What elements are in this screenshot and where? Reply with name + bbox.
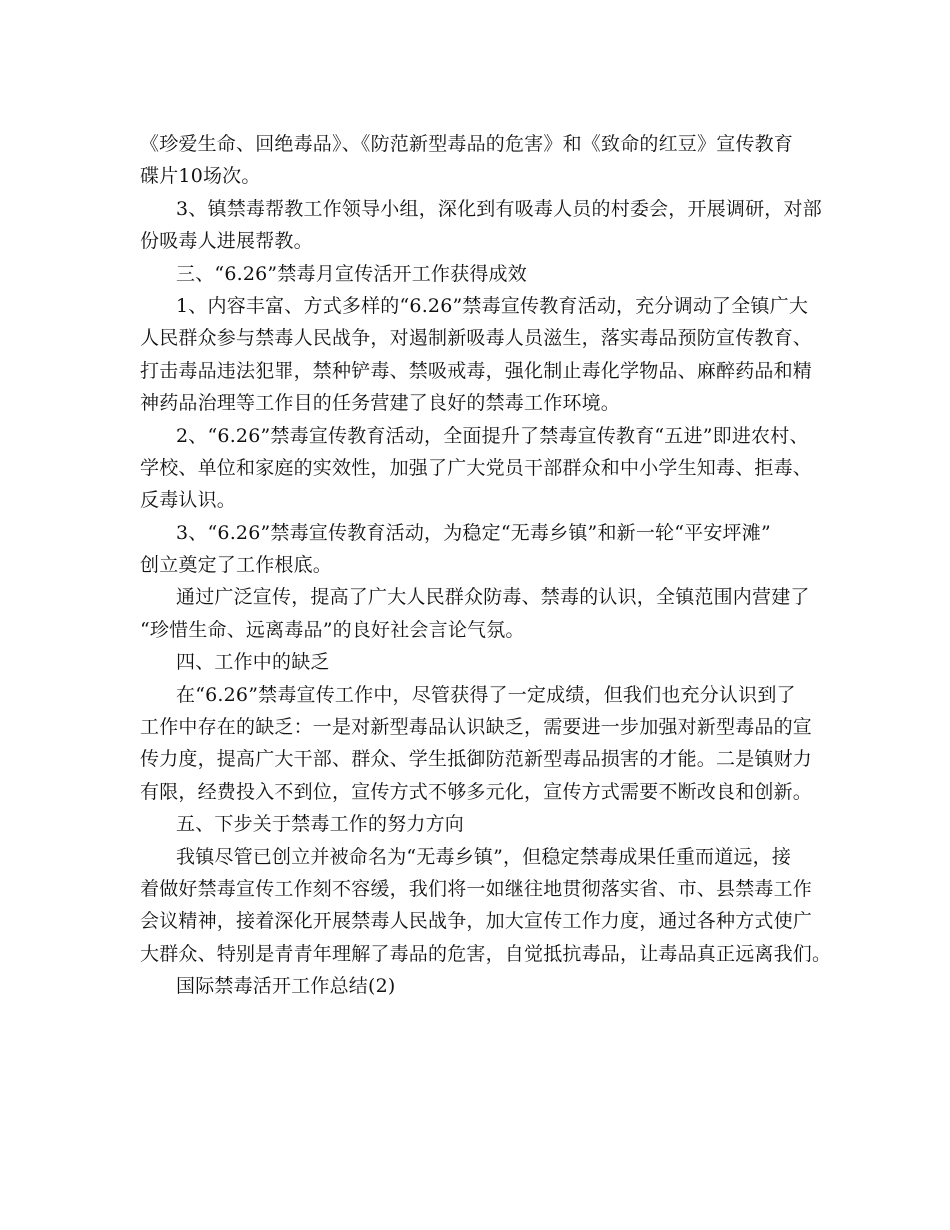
text-line: 打击毒品违法犯罪，禁种铲毒、禁吸戒毒，强化制止毒化学物品、麻醉药品和精 [140,359,813,382]
text-line: 着做好禁毒宣传工作刻不容缓，我们将一如继往地贯彻落实省、市、县禁毒工作 [140,877,813,900]
paragraph-line: 我镇尽管已创立并被命名为“无毒乡镇”，但稳定禁毒成果任重而道远，接 [176,845,792,868]
document-body [140,128,832,1003]
section-heading: 五、下步关于禁毒工作的努力方向 [176,813,465,836]
text-line: 工作中存在的缺乏：一是对新型毒品认识缺乏，需要进一步加强对新型毒品的宣 [140,716,813,739]
text-line: 人民群众参与禁毒人民战争，对遏制新吸毒人员滋生，落实毒品预防宣传教育、 [140,327,813,350]
paragraph-line: 3、“6.26”禁毒宣传教育活动，为稳定“无毒乡镇”和新一轮“平安坪滩” [176,521,771,544]
text-line: 学校、单位和家庭的实效性，加强了广大党员干部群众和中小学生知毒、拒毒、 [140,456,813,479]
text-line: 有限，经费投入不到位，宣传方式不够多元化，宣传方式需要不断改良和创新。 [140,780,813,803]
text-line: 会议精神，接着深化开展禁毒人民战争，加大宣传工作力度，通过各种方式使广 [140,910,813,933]
text-line: 份吸毒人进展帮教。 [140,230,313,253]
text-line: 碟片10场次。 [140,165,261,188]
section-heading: 三、“6.26”禁毒月宣传活开工作获得成效 [176,262,527,285]
text-line: 《珍爱生命、回绝毒品》、《防范新型毒品的危害》和《致命的红豆》宣传教育 [140,133,794,155]
document-title: 国际禁毒活开工作总结(2) [176,975,396,998]
paragraph-line: 通过广泛宣传，提高了广大人民群众防毒、禁毒的认识，全镇范围内营建了 [176,586,810,609]
text-line: 反毒认识。 [140,489,237,512]
text-line: “珍惜生命、远离毒品”的良好社会言论气氛。 [140,618,525,641]
paragraph-line: 3、镇禁毒帮教工作领导小组，深化到有吸毒人员的村委会，开展调研，对部 [176,197,822,220]
text-line: 创立奠定了工作根底。 [140,554,333,577]
text-line: 神药品治理等工作目的任务营建了良好的禁毒工作环境。 [140,392,621,415]
paragraph-line: 1、内容丰富、方式多样的“6.26”禁毒宣传教育活动，充分调动了全镇广大 [176,294,809,317]
paragraph-line: 2、“6.26”禁毒宣传教育活动，全面提升了禁毒宣传教育“五进”即进农村、 [176,424,809,447]
paragraph-line: 在“6.26”禁毒宣传工作中，尽管获得了一定成绩，但我们也充分认识到了 [176,683,796,706]
text-line: 传力度，提高广大干部、群众、学生抵御防范新型毒品损害的才能。二是镇财力 [140,748,813,771]
section-heading: 四、工作中的缺乏 [176,651,330,674]
text-line: 大群众、特别是青青年理解了毒品的危害，自觉抵抗毒品，让毒品真正远离我们。 [140,942,832,965]
